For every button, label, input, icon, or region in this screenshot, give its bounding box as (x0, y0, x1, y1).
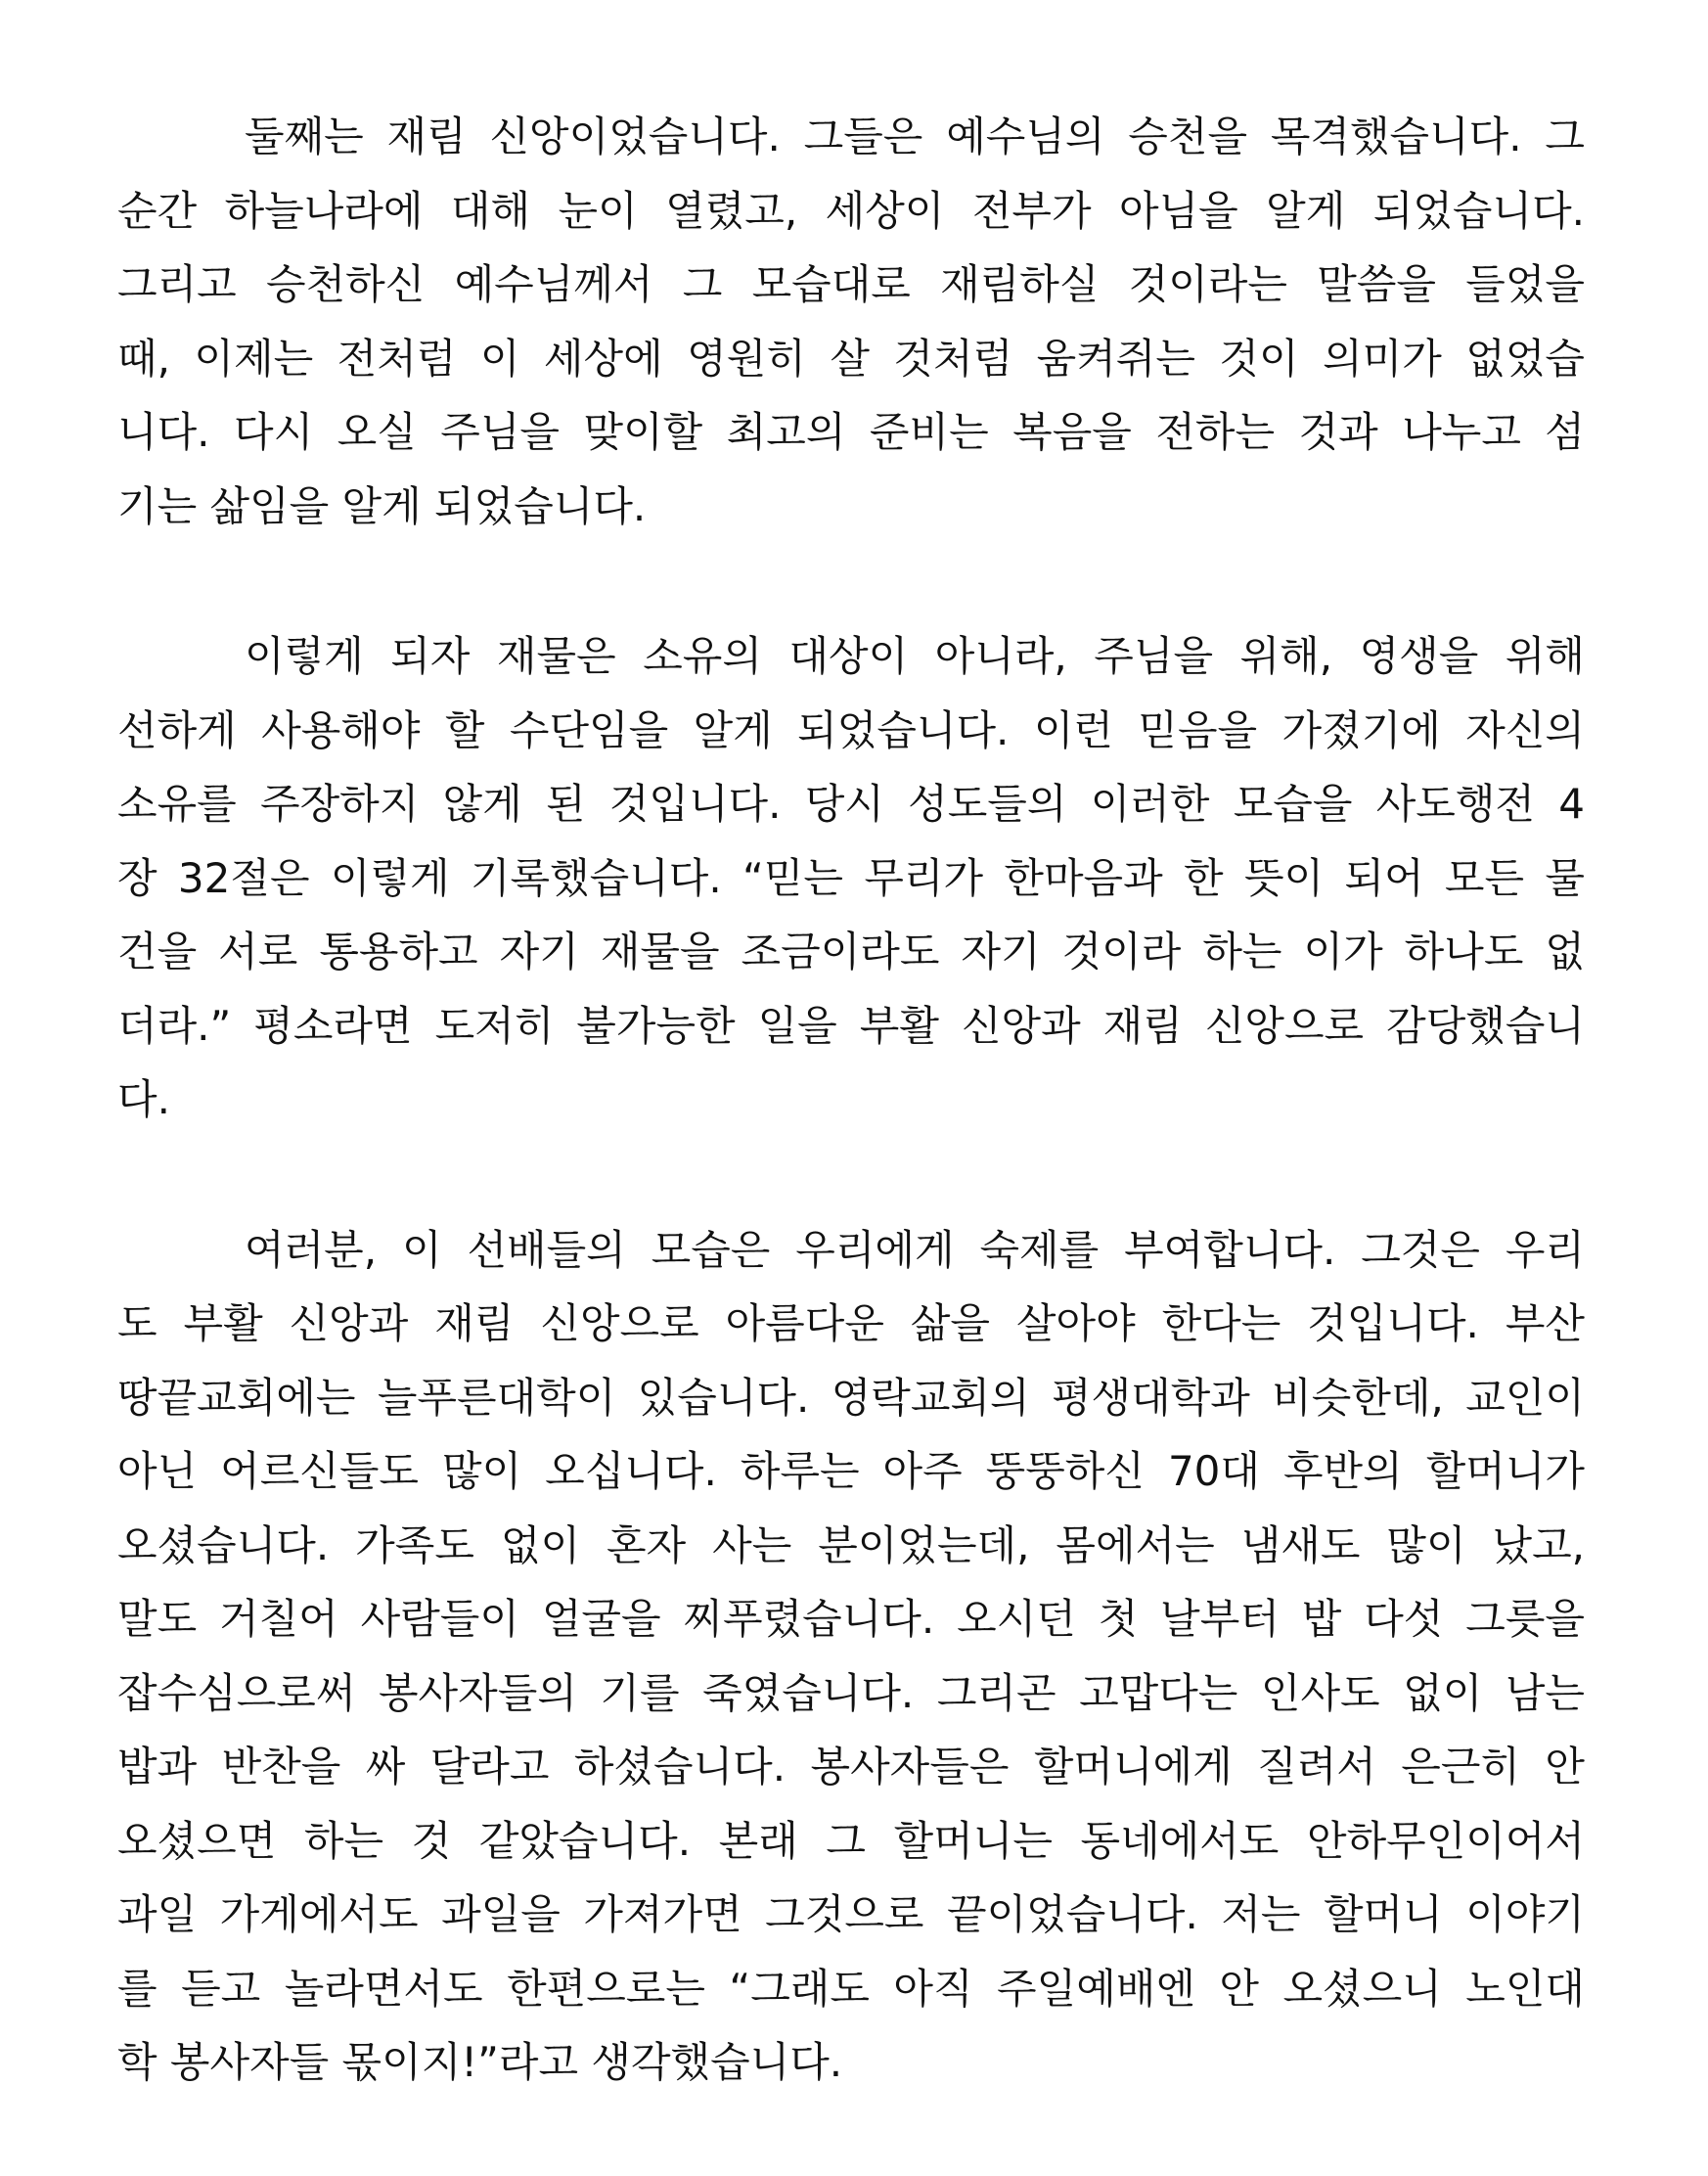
text-line: 아닌 어르신들도 많이 오십니다. 하루는 아주 뚱뚱하신 70대 후반의 할머니가 (117, 1447, 1585, 1495)
text-line: 소유를 주장하지 않게 된 것입니다. 당시 성도들의 이러한 모습을 사도행전 4 (117, 780, 1585, 828)
text-line: 오셨으면 하는 것 같았습니다. 본래 그 할머니는 동네에서도 안하무인이어서 (117, 1816, 1585, 1865)
text-line: 과일 가게에서도 과일을 가져가면 그것으로 끝이었습니다. 저는 할머니 이야기 (117, 1890, 1585, 1938)
text-line: 땅끝교회에는 늘푸른대학이 있습니다. 영락교회의 평생대학과 비슷한데, 교인이 (117, 1373, 1585, 1422)
text-line: 그리고 승천하신 예수님께서 그 모습대로 재림하실 것이라는 말씀을 들었을 (117, 260, 1585, 308)
text-line: 때, 이제는 전처럼 이 세상에 영원히 살 것처럼 움켜쥐는 것이 의미가 없었습 (117, 334, 1585, 383)
text-line: 오셨습니다. 가족도 없이 혼자 사는 분이었는데, 몸에서는 냄새도 많이 났고, (117, 1520, 1585, 1569)
text-line: 를 듣고 놀라면서도 한편으로는 “그래도 아직 주일예배엔 안 오셨으니 노인대 (117, 1964, 1585, 2013)
text-line: 건을 서로 통용하고 자기 재물을 조금이라도 자기 것이라 하는 이가 하나도 없 (117, 928, 1585, 975)
text-line: 도 부활 신앙과 재림 신앙으로 아름다운 삶을 살아야 한다는 것입니다. 부산 (117, 1299, 1585, 1347)
text-line: 기는 삶임을 알게 되었습니다. (117, 481, 647, 530)
text-line: 말도 거칠어 사람들이 얼굴을 찌푸렸습니다. 오시던 첫 날부터 밥 다섯 그릇을 (117, 1595, 1585, 1643)
paragraph-homework-story (117, 1213, 1585, 2100)
text-line: 학 봉사자들 몫이지!”라고 생각했습니다. (117, 2038, 843, 2086)
text-line: 이렇게 되자 재물은 소유의 대상이 아니라, 주님을 위해, 영생을 위해 (245, 632, 1585, 680)
paragraph-second-coming-faith (117, 100, 1585, 543)
text-line: 니다. 다시 오실 주님을 맞이할 최고의 준비는 복음을 전하는 것과 나누고 섬 (117, 408, 1585, 456)
paragraph-possessions (117, 619, 1585, 1137)
text-line: 다. (117, 1075, 170, 1123)
text-line: 잡수심으로써 봉사자들의 기를 죽였습니다. 그리곤 고맙다는 인사도 없이 남는 (117, 1668, 1585, 1717)
document-page (117, 100, 1585, 2176)
text-line: 밥과 반찬을 싸 달라고 하셨습니다. 봉사자들은 할머니에게 질려서 은근히 안 (117, 1743, 1585, 1791)
text-line: 더라.” 평소라면 도저히 불가능한 일을 부활 신앙과 재림 신앙으로 감당했습니 (117, 1001, 1585, 1050)
text-line: 순간 하늘나라에 대해 눈이 열렸고, 세상이 전부가 아님을 알게 되었습니다. (117, 186, 1585, 235)
text-line: 선하게 사용해야 할 수단임을 알게 되었습니다. 이런 믿음을 가졌기에 자신의 (117, 705, 1585, 754)
text-line: 여러분, 이 선배들의 모습은 우리에게 숙제를 부여합니다. 그것은 우리 (245, 1225, 1585, 1274)
text-line: 둘째는 재림 신앙이었습니다. 그들은 예수님의 승천을 목격했습니다. 그 (245, 113, 1585, 160)
text-line: 장 32절은 이렇게 기록했습니다. “믿는 무리가 한마음과 한 뜻이 되어 모든 물 (117, 853, 1585, 902)
